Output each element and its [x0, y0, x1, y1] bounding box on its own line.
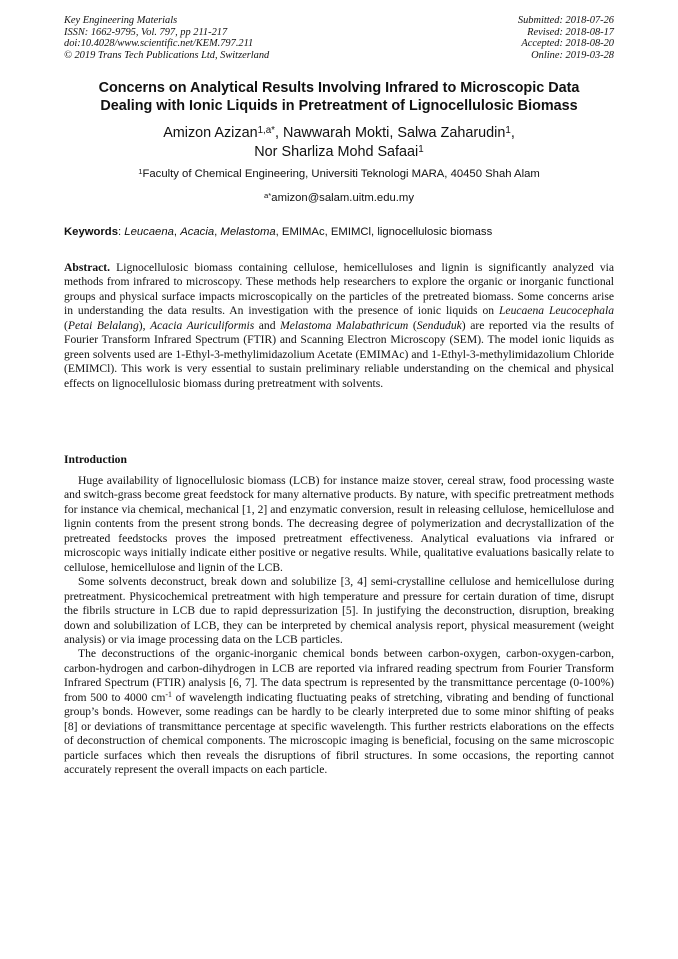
abstract-label: Abstract.: [64, 261, 111, 274]
keywords-line: Keywords: Leucaena, Acacia, Melastoma, EMIMAc, EMIMCl, lignocellulosic biomass: [64, 226, 493, 238]
paragraph: Huge availability of lignocellulosic biomass (LCB) for instance maize stover, cereal straw, food processing waste and switch-grass become great feedstock for many alternative products. By nature, with specific pretreatment methods for instance via chemical, mechanical [1, 2] and enzymatic conversion, result in releasing cellulose, hemicellulose and lignin contents from the present strong bonds. The decreasing degree of polymerization and decrystallization of the pretreated feedstocks proves the imposed pretreatment effectiveness. Analytical evaluations via infrared or microscopic ways initially indicate either positive or negative results. While, qualitative evaluations basically relate to cellulose, hemicellulose and lignin of the LCB.: [64, 474, 614, 574]
author-name: Salwa Zaharudin: [397, 125, 506, 141]
keyword-list: , EMIMAc, EMIMCl, lignocellulosic biomass: [275, 226, 493, 238]
author-superscript: 1: [505, 124, 511, 136]
revised-date: Revised: 2018-08-17: [527, 26, 614, 38]
doi-line: doi:10.4028/www.scientific.net/KEM.797.211: [64, 38, 254, 50]
affiliation-text: Faculty of Chemical Engineering, Universiti Teknologi MARA, 40450 Shah Alam: [142, 168, 540, 180]
affiliation-superscript: 1: [138, 166, 143, 176]
title-line-2: Dealing with Ionic Liquids in Pretreatment of Lignocellulosic Biomass: [100, 97, 578, 114]
author-line-1: Amizon Azizan$^{1,a*}$, Nawwarah Mokti, Salwa Zaharudin$^1$,: [163, 124, 515, 141]
title-line-1: Concerns on Analytical Results Involving Infrared to Microscopic Data: [98, 80, 580, 96]
issn-line: ISSN: 1662-9795, Vol. 797, pp 211-217: [64, 26, 228, 38]
species-name: Senduduk: [416, 318, 462, 332]
online-date: Online: 2019-03-28: [531, 49, 614, 61]
introduction-body: [64, 474, 614, 778]
species-name: Petai Belalang: [67, 318, 139, 332]
email-text: amizon@salam.uitm.edu.my: [271, 192, 414, 204]
paragraph: The deconstructions of the organic-inorganic chemical bonds between carbon-oxygen, carbon-oxygen-carbon, carbon-hydrogen and carbon-dihydrogen in LCB are reported via infrared reading spectrum from Fourier Transform Infrared Spectrum (FTIR) analysis [6, 7]. The data spectrum is represented by the transmittance percentage (0-100%) from 500 to 4000 $cm^{-1}$ of wavelength indicating fluctuating peaks of stretching, vibrating and bending of functional group’s bonds. However, some readings can be hardly to be clearly interpreted due to some minor shifting of peaks [8] or deviations of transmittance percentage at specific wavelength. This further restricts elaborations on the effects of deconstruction of chemical components. The microscopic imaging is beneficial, focusing on the same microscopic particle surfaces which then reveals the disruptions of fibril structures. In some occasions, the reporting cannot accurately represent the overall impacts on each particle.: [64, 647, 615, 777]
keyword: Melastoma: [220, 226, 276, 238]
author-name: Nawwarah Mokti: [282, 125, 390, 141]
publication-info: [64, 15, 269, 61]
copyright-line: © 2019 Trans Tech Publications Ltd, Switzerland: [64, 49, 270, 61]
paper-title: [40, 80, 638, 115]
email-superscript: a*: [264, 190, 272, 200]
keyword: Acacia: [180, 226, 215, 238]
author-superscript: 1,a*: [257, 124, 275, 136]
keywords-label: Keywords: [64, 226, 118, 238]
author-name: Amizon Azizan: [163, 125, 258, 141]
unit-superscript: -1: [165, 690, 172, 700]
species-name: Leucaena Leucocephala: [498, 304, 614, 318]
author-list: [40, 124, 638, 162]
publication-dates: [518, 15, 614, 61]
accepted-date: Accepted: 2018-08-20: [521, 38, 614, 50]
species-name: Acacia Auriculiformis: [150, 318, 255, 332]
author-line-2: [40, 143, 638, 162]
journal-name: Key Engineering Materials: [64, 15, 178, 26]
corresponding-email: [40, 191, 638, 205]
paragraph: Some solvents deconstruct, break down and solubilize [3, 4] semi-crystalline cellulose and hemicellulose during pretreatment. Physicochemical pretreatment with high temperature and pressure for certain duration of time, disrupt the fibrils structure in LCB due to rapid depressurization [5]. In justifying the deconstruction, disruption, breaking down and solubilization of LCB, they can be interpreted by chemical analysis report, physical measurement (weight analysis) or via image processing data on the LCB particles.: [64, 575, 614, 646]
author-superscript: 1: [418, 143, 424, 155]
keyword: Leucaena: [124, 226, 174, 238]
affiliation: [40, 167, 638, 181]
introduction-heading: Introduction: [64, 453, 127, 466]
author-name: Nor Sharliza Mohd Safaai: [254, 144, 419, 160]
abstract: Abstract. Lignocellulosic biomass containing cellulose, hemicelluloses and lignin is significantly analyzed via methods from infrared to microscopy. These methods help researchers to explore the organic or inorganic functional groups and physical surface impacts microscopically on the particles of the pretreated biomass. Some concerns arise in understanding the data results. An investigation with the presence of ionic liquids on Leucaena Leucocephala (Petai Belalang), Acacia Auriculiformis and Melastoma Malabathricum (Senduduk) are reported via the results of Fourier Transform Infrared Spectrum (FTIR) and Scanning Electron Microscopy (SEM). The model ionic liquids as green solvents used are 1-Ethyl-3-methylimidazolium Acetate (EMIMAc) and 1-Ethyl-3-methylimidazolium Chloride (EMIMCl). This work is very essential to sustain preliminary reliable understanding on the chemical and physical effects on lignocellulosic biomass during pretreatment with solvents.: [64, 261, 614, 390]
species-name: Melastoma Malabathricum: [280, 318, 409, 332]
submitted-date: Submitted: 2018-07-26: [517, 15, 614, 26]
